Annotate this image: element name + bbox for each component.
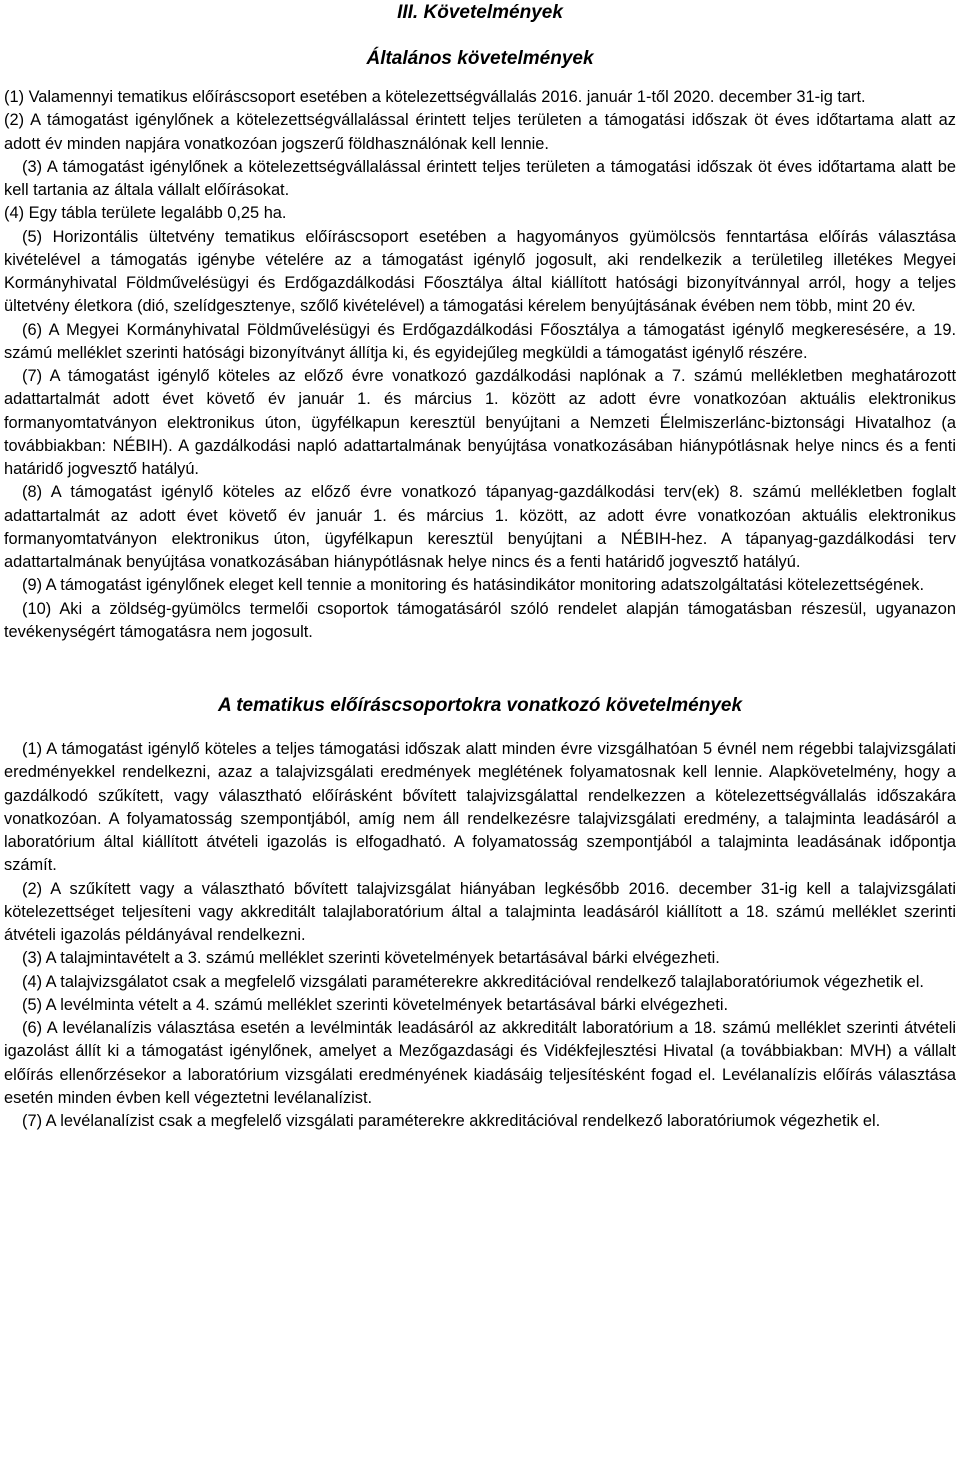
general-requirements-heading: Általános követelmények [366, 48, 594, 69]
thematic-paragraph-3: (3) A talajmintavételt a 3. számú melléklet szerinti követelmények betartásával bárki elvégezheti. [22, 949, 720, 968]
thematic-requirements-section [4, 738, 956, 1133]
thematic-requirements-heading: A tematikus előíráscsoportokra vonatkozó követelmények [217, 695, 743, 716]
general-paragraph-1: (1) Valamennyi tematikus előíráscsoport esetében a kötelezettségvállalás 2016. január 1-től 2020. december 31-ig tart. [4, 88, 866, 106]
thematic-paragraph-4: (4) A talajvizsgálatot csak a megfelelő vizsgálati paraméterekre akkreditációval rendelkező talajlaboratóriumok végezhetik el. [22, 972, 924, 991]
thematic-paragraph-6: (6) A levélanalízis választása esetén a levélminták leadásáról az akkreditált laboratórium a 18. számú melléklet szerinti átvételi igazolást állít ki a támogatást igénylőnek, amelyet a Mezőgazdasági és Vidékfejlesztési Hivatal (a továbbiakban: MVH) a vállalt előírás ellenőrzésekor a laboratórium vizsgálati eredményének kiadásáig teljesítésként fogad el. Levélanalízis előírás választása esetén minden évben kell végeztetni levélanalízist. [4, 1019, 956, 1107]
main-heading: III. Követelmények [397, 2, 563, 23]
thematic-paragraph-7: (7) A levélanalízist csak a megfelelő vizsgálati paraméterekre akkreditációval rendelkező laboratóriumok végezhetik el. [22, 1112, 881, 1130]
general-paragraph-3: (3) A támogatást igénylőnek a kötelezettségvállalással érintett teljes területen a támogatási időszak öt éves időtartama alatt be kell tartania az általa vállalt előírásokat. [4, 157, 956, 199]
general-paragraph-2: (2) A támogatást igénylőnek a kötelezettségvállalással érintett teljes területen a támogatási időszak öt éves időtartama alatt az adott év minden napjára vonatkozóan jogszerű földhasználónak kell lennie. [4, 111, 956, 153]
general-paragraph-10: (10) Aki a zöldség-gyümölcs termelői csoportok támogatásáról szóló rendelet alapján támogatásban részesül, ugyanazon tevékenységért támogatásra nem jogosult. [4, 599, 956, 641]
general-paragraph-9: (9) A támogatást igénylőnek eleget kell tennie a monitoring és hatásindikátor monitoring adatszolgáltatási kötelezettségének. [22, 576, 925, 595]
thematic-paragraph-5: (5) A levélminta vételt a 4. számú melléklet szerinti követelmények betartásával bárki elvégezheti. [22, 995, 729, 1014]
general-paragraph-6: (6) A Megyei Kormányhivatal Földművelésügyi és Erdőgazdálkodási Főosztálya a támogatást igénylő megkeresésére, a 19. számú melléklet szerinti hatósági bizonyítványt állítja ki, és egyidejűleg megküldi a támogatást igénylő részére. [4, 320, 956, 362]
general-paragraph-5: (5) Horizontális ültetvény tematikus előíráscsoport esetében a hagyományos gyümölcsös fenntartása előírás választása kivételével a támogatás igénybe vételére az a támogatást igénylő jogosult, aki rendelkezik a területileg illetékes Megyei Kormányhivatal Földművelésügyi és Erdőgazdálkodási Főosztálya által kiállított hatósági bizonyítvánnyal arról, hogy a teljes ültetvény életkora (dió, szelídgesztenye, szőlő kivételével) a támogatási kérelem benyújtásának évében nem több, mint 20 év. [4, 227, 956, 316]
general-paragraph-8: (8) A támogatást igénylő köteles az előző évre vonatkozó tápanyag-gazdálkodási terv(ek) 8. számú mellékletben foglalt adattartalmát az adott évet követő év január 1. és március 1. között, az adott évre vonatkozóan aktuális elektronikus formanyomtatványon elektronikus úton, ügyfélkapun keresztül benyújtani a NÉBIH-hez. A tápanyag-gazdálkodási terv adattartalmának benyújtása vonatkozásában hiánypótlásnak helye nincs és a fenti határidő jogvesztő hatályú. [4, 483, 956, 571]
general-requirements-section [4, 86, 956, 644]
general-paragraph-7: (7) A támogatást igénylő köteles az előző évre vonatkozó gazdálkodási naplónak a 7. számú mellékletben meghatározott adattartalmát adott évet követő év január 1. és március 1. között az adott évre vonatkozóan aktuális elektronikus formanyomtatványon elektronikus úton, ügyfélkapun keresztül benyújtani a Nemzeti Élelmiszerlánc-biztonsági Hivatalhoz (a továbbiakban: NÉBIH). A gazdálkodási napló adattartalmának benyújtása vonatkozásában hiánypótlásnak helye nincs és a fenti határidő jogvesztő hatályú. [4, 367, 956, 478]
thematic-paragraph-2: (2) A szűkített vagy a választható bővített talajvizsgálat hiányában legkésőbb 2016. december 31-ig kell a talajvizsgálati kötelezettséget teljesíteni vagy akkreditált talajlaboratórium által a talajminta leadásáról kiállított a 18. számú melléklet szerinti átvételi igazolás példányával rendelkezni. [4, 879, 956, 944]
general-paragraph-4: (4) Egy tábla területe legalább 0,25 ha. [4, 204, 287, 223]
thematic-paragraph-1: (1) A támogatást igénylő köteles a teljes támogatási időszak alatt minden évre vizsgálhatóan 5 évnél nem régebbi talajvizsgálati eredményekkel rendelkezni, azaz a talajvizsgálati eredmények meglétének folyamatosnak kell lennie. Alapkövetelmény, hogy a gazdálkodó szűkített, vagy választható előírásként bővített talajvizsgálattal rendelkezzen a kötelezettségvállalás időszakára vonatkozóan. A folyamatosság szempontjából, amíg nem áll rendelkezésre talajvizsgálati eredmény, a talajminta leadásáról a laboratórium által kiállított átvételi igazolás is elfogadható. A folyamatosság szempontjából a talajminta leadásának időpontja számít. [4, 740, 956, 875]
